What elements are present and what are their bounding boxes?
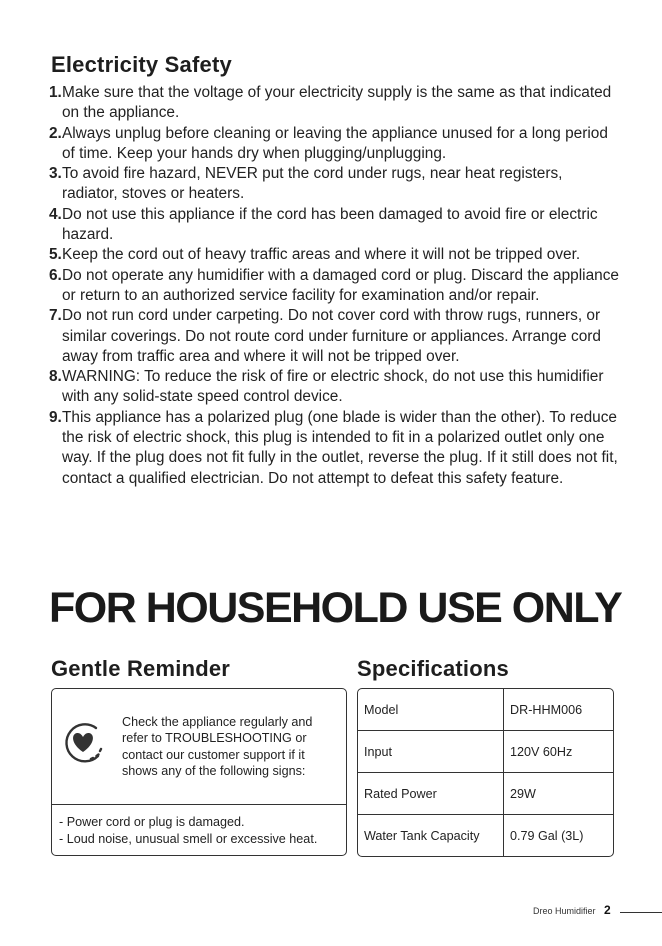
- item-number: 7.: [49, 307, 62, 325]
- table-row: [358, 689, 613, 731]
- item-number: 6.: [49, 266, 62, 284]
- list-item: [49, 245, 619, 265]
- item-text: Make sure that the voltage of your electricity supply is the same as that indicated on the appliance.: [62, 84, 612, 122]
- table-row: [358, 773, 613, 815]
- item-number: 2.: [49, 124, 62, 142]
- item-number: 5.: [49, 246, 62, 264]
- list-item: [49, 408, 619, 489]
- list-item: [49, 205, 619, 246]
- reminder-divider: [52, 804, 346, 805]
- spec-label: Model: [358, 689, 504, 731]
- spec-label: Water Tank Capacity: [358, 815, 504, 856]
- list-item: [49, 124, 619, 165]
- reminder-signs: [59, 814, 317, 847]
- item-text: WARNING: To reduce the risk of fire or electric shock, do not use this humidifier with any solid-state speed control device.: [62, 368, 604, 406]
- list-item: [49, 306, 619, 367]
- spec-value: 120V 60Hz: [504, 731, 613, 773]
- item-number: 8.: [49, 368, 62, 386]
- footer-brand: Dreo Humidifier: [533, 906, 596, 916]
- safety-list: [49, 83, 619, 489]
- item-number: 1.: [49, 84, 62, 101]
- heart-care-icon: [60, 719, 106, 765]
- spec-label: Input: [358, 731, 504, 773]
- item-number: 9.: [49, 408, 62, 426]
- section-title-electricity-safety: Electricity Safety: [51, 52, 232, 77]
- item-text: Always unplug before cleaning or leaving the appliance unused for a long period of time. Keep your hands dry when plugging/unplugging.: [62, 124, 608, 162]
- reminder-text: Check the appliance regularly and refer to TROUBLESHOOTING or contact our customer support if it shows any of the following signs:: [122, 715, 313, 778]
- table-row: [358, 731, 613, 773]
- item-text: To avoid fire hazard, NEVER put the cord under rugs, near heat registers, radiator, stoves or heaters.: [62, 165, 563, 203]
- footer-rule: [620, 912, 662, 913]
- item-number: 4.: [49, 205, 62, 223]
- list-item: - Power cord or plug is damaged.: [59, 815, 245, 829]
- household-use-banner: FOR HOUSEHOLD USE ONLY: [49, 584, 622, 632]
- list-item: [49, 164, 619, 205]
- section-title-gentle-reminder: Gentle Reminder: [51, 656, 231, 681]
- item-text: This appliance has a polarized plug (one blade is wider than the other). To reduce the risk of electric shock, this plug is intended to fit in a polarized outlet only one way. If the plug does not fit fully in the outlet, reverse the plug. If it still does not fit, contact a qualified electrician. Do not attempt to defeat this safety feature.: [62, 408, 618, 487]
- item-text: Do not operate any humidifier with a damaged cord or plug. Discard the appliance or return to an authorized service facility for examination and/or repair.: [62, 266, 619, 304]
- spec-value: DR-HHM006: [504, 689, 613, 731]
- item-number: 3.: [49, 165, 62, 183]
- list-item: [49, 266, 619, 307]
- section-title-specifications: Specifications: [357, 656, 509, 681]
- page-number: 2: [604, 903, 611, 917]
- spec-value: 29W: [504, 773, 613, 815]
- list-item: - Loud noise, unusual smell or excessive heat.: [59, 831, 318, 846]
- table-row: [358, 815, 613, 856]
- spec-value: 0.79 Gal (3L): [510, 828, 584, 843]
- spec-label: Rated Power: [358, 773, 504, 815]
- item-text: Do not use this appliance if the cord has been damaged to avoid fire or electric hazard.: [62, 205, 598, 244]
- item-text: Keep the cord out of heavy traffic areas and where it will not be tripped over.: [62, 246, 581, 264]
- list-item: [49, 367, 619, 408]
- reminder-box: [51, 688, 347, 856]
- list-item: [49, 83, 619, 124]
- specifications-table: [357, 688, 614, 857]
- item-text: Do not run cord under carpeting. Do not cover cord with throw rugs, runners, or similar coverings. Do not route cord under furniture or appliances. Arrange cord away from traffic area and where it will not be tripped over.: [62, 307, 601, 365]
